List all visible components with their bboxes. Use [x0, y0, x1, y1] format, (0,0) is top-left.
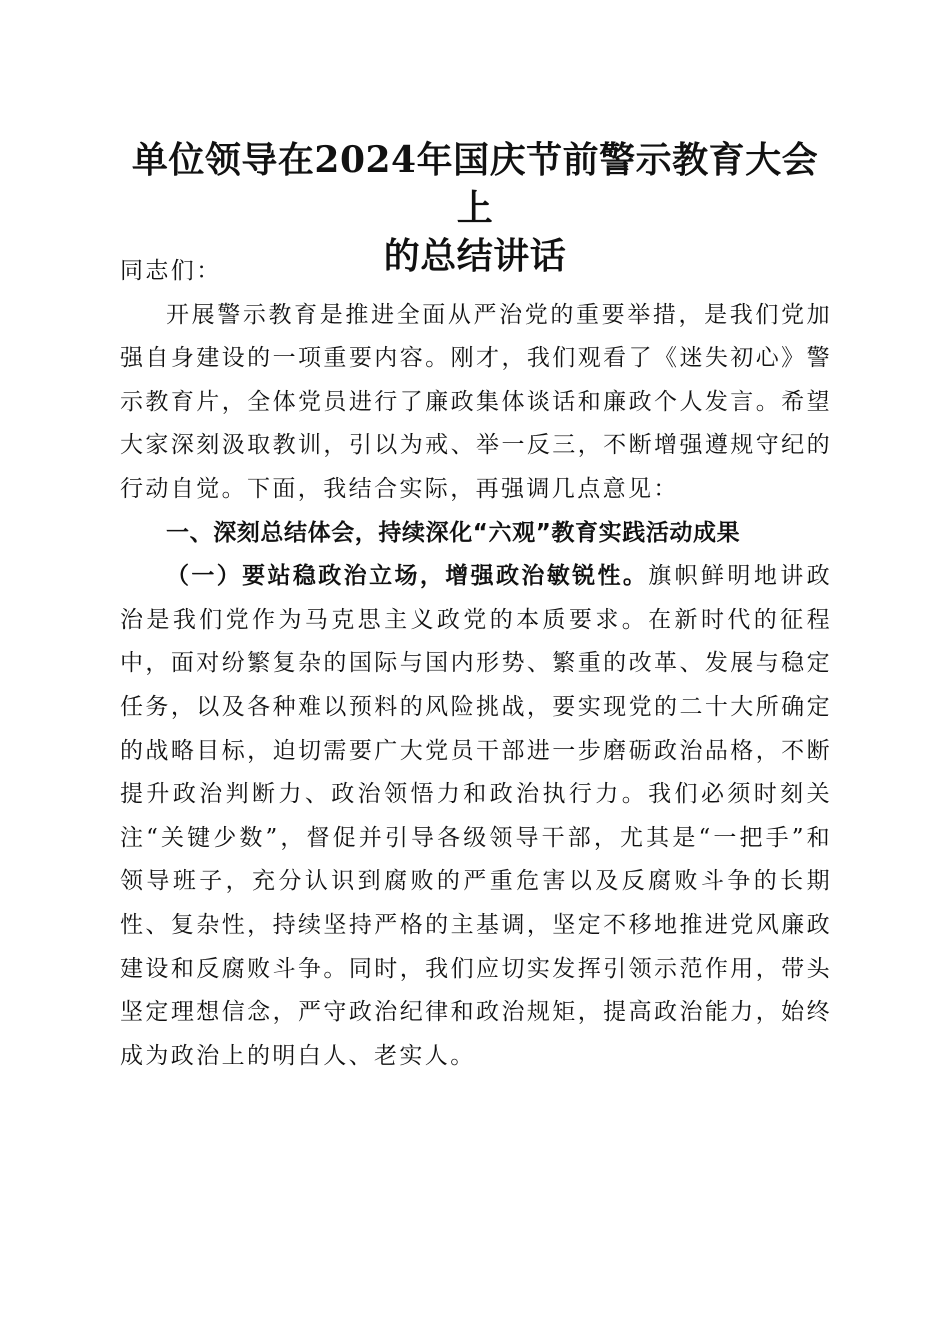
salutation: 同志们： — [120, 258, 222, 284]
intro-paragraph: 开展警示教育是推进全面从严治党的重要举措，是我们党加强自身建设的一项重要内容。刚才，我们观看了《迷失初心》警示教育片，全体党员进行了廉政集体谈话和廉政个人发言。希望大家深刻汲取教训，引以为戒、举一反三，不断增强遵规守纪的行动自觉。下面，我结合实际，再强调几点意见： — [120, 301, 832, 502]
subsection-1-paragraph — [120, 555, 832, 1078]
subsection-1-body: 旗帜鲜明地讲政治是我们党作为马克思主义政党的本质要求。在新时代的征程中，面对纷繁复杂的国际与国内形势、繁重的改革、发展与稳定任务，以及各种难以预料的风险挑战，要实现党的二十大所确定的战略目标，迫切需要广大党员干部进一步磨砺政治品格，不断提升政治判断力、政治领悟力和政治执行力。我们必须时刻关注“关键少数”，督促并引导各级领导干部，尤其是“一把手”和领导班子，充分认识到腐败的严重危害以及反腐败斗争的长期性、复杂性，持续坚持严格的主基调，坚定不移地推进党风廉政建设和反腐败斗争。同时，我们应切实发挥引领示范作用，带头坚定理想信念，严守政治纪律和政治规矩，提高政治能力，始终成为政治上的明白人、老实人。 — [120, 563, 832, 1069]
subsection-1-heading: （一）要站稳政治立场，增强政治敏锐性。 — [166, 563, 649, 590]
title-line-2: 的总结讲话 — [383, 235, 567, 277]
section-1-heading: 一、深刻总结体会，持续深化“六观”教育实践活动成果 — [166, 519, 741, 546]
title-line-1: 单位领导在2024年国庆节前警示教育大会上 — [131, 139, 819, 229]
document-body — [120, 250, 832, 1078]
